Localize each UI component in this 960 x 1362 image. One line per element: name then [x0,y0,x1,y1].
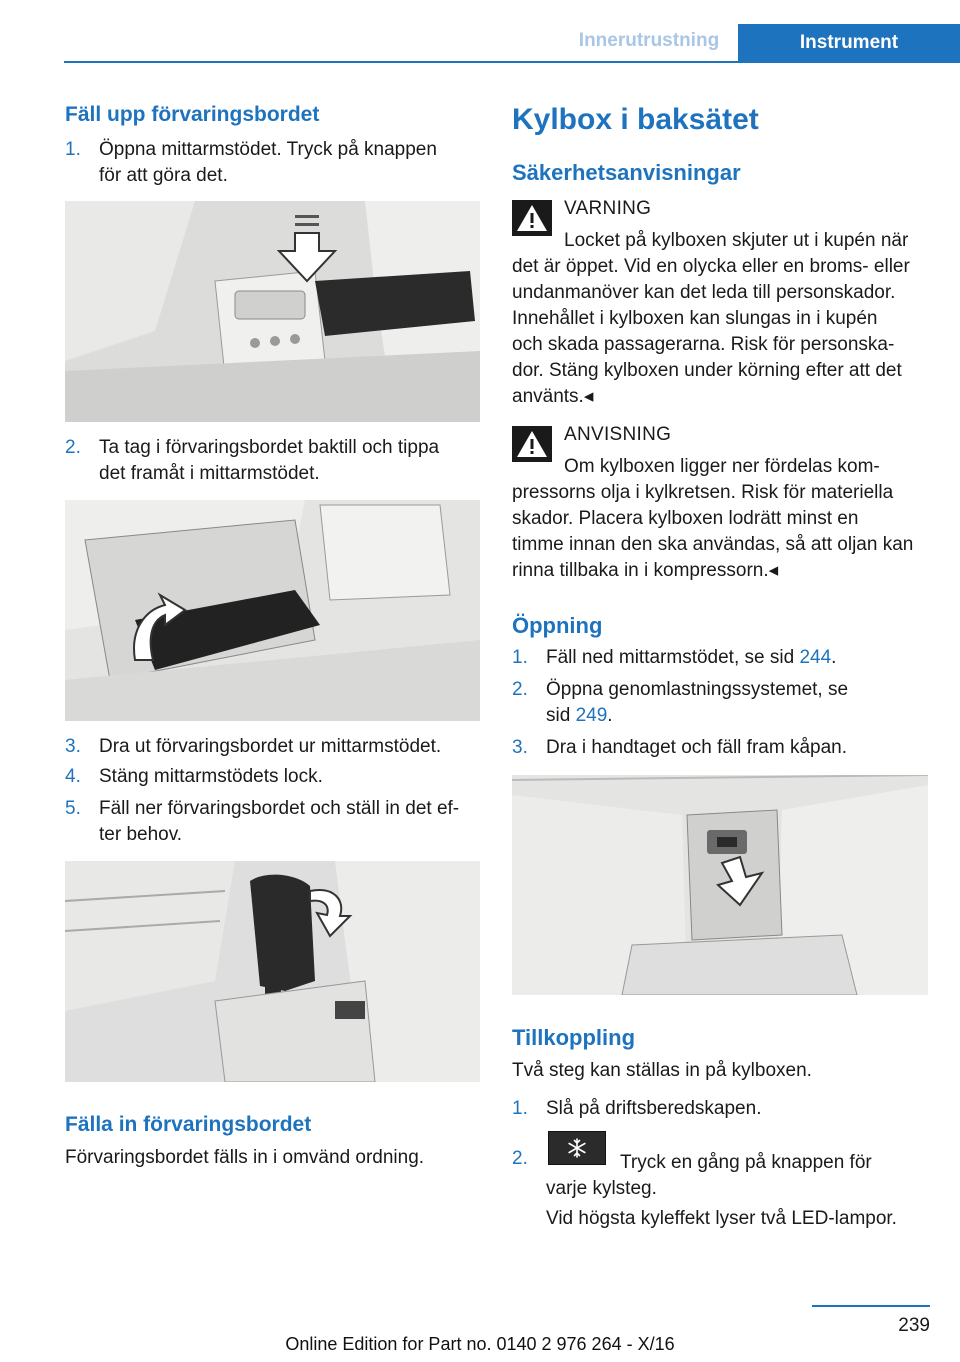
notice-label: ANVISNING [564,424,672,445]
opening-step-2 [512,677,928,729]
step-number: 3. [65,736,81,757]
header-rule [64,61,960,63]
warning-triangle-icon [512,426,552,462]
step-number: 2. [512,1148,528,1169]
step-5 [65,796,480,848]
warning-first-line: Locket på kylboxen skjuter ut i kupén när [564,230,909,251]
warning-label: VARNING [564,198,652,219]
step-text-end: . [607,705,613,726]
notice-line: rinna tillbaka in i kompressorn.◂ [512,560,779,581]
notice-line: skador. Placera kylboxen lodrätt minst en [512,508,859,529]
page-link-249[interactable]: 249 [575,705,608,726]
step-text-line: ter behov. [99,824,183,845]
close-tray-text: Förvaringsbordet fälls in i omvänd ordning. [65,1147,425,1168]
step-text: Fäll ned mittarmstödet, se sid [546,647,800,668]
step-text: sid [546,705,576,726]
step-number: 1. [512,1098,528,1119]
warning-line: använts.◂ [512,386,594,407]
notice-line: pressorns olja i kylkretsen. Risk för materiella [512,482,894,503]
footer-rule [812,1305,930,1307]
tray-tilt-photo [65,500,480,721]
step-text: Dra i handtaget och fäll fram kåpan. [546,737,848,758]
heading-cool-box: Kylbox i baksätet [512,103,759,136]
warning-line: och skada passagerarna. Risk för personska- [512,334,895,355]
notice-line: timme innan den ska användas, så att oljan kan [512,534,914,555]
notice-text [512,480,932,584]
notice-first-line: Om kylboxen ligger ner fördelas kom- [564,456,880,477]
heading-opening: Öppning [512,613,603,638]
opening-step-1 [512,645,928,671]
step-number: 4. [65,766,81,787]
snowflake-icon [566,1137,588,1159]
step-text-line: Dra ut förvaringsbordet ur mittarmstödet. [99,736,442,757]
step-number: 1. [512,647,528,668]
heading-safety: Säkerhetsanvisningar [512,160,741,185]
cool-box-button[interactable] [548,1131,606,1165]
edition-footer: Online Edition for Part no. 0140 2 976 264 - X/16 [285,1334,675,1354]
step-3 [65,734,480,760]
header-chapter-tab: Instrument [738,24,960,62]
step-text-line: för att göra det. [99,165,228,186]
armrest-press-button-photo [65,201,480,422]
warning-text [512,254,932,410]
step-text-line: det framåt i mittarmstödet. [99,463,320,484]
step-text: Slå på driftsberedskapen. [546,1098,762,1119]
opening-step-3 [512,735,928,761]
step-number: 2. [512,679,528,700]
connect-step-2-text2: varje kylsteg. [546,1178,657,1199]
connect-step-2-note: Vid högsta kyleffekt lyser två LED-lampor. [546,1208,897,1229]
step-2 [65,435,480,487]
header-section-label: Innerutrustning [578,30,720,51]
connect-step-2-text: Tryck en gång på knappen för [620,1152,872,1173]
warning-line: Innehållet i kylboxen kan slungas in i kupén [512,308,878,329]
heading-open-tray: Fäll upp förvaringsbordet [65,103,320,126]
connect-text: Två steg kan ställas in på kylboxen. [512,1060,812,1081]
step-number: 2. [65,437,81,458]
page-link-244[interactable]: 244 [799,647,832,668]
heading-connect: Tillkoppling [512,1025,636,1050]
step-number: 5. [65,798,81,819]
warning-line: undanmanöver kan det leda till personskador. [512,282,896,303]
step-number: 1. [65,139,81,160]
step-text-line: Öppna mittarmstödet. Tryck på knappen [99,139,437,160]
page-number: 239 [898,1315,930,1336]
warning-triangle-icon [512,200,552,236]
step-text: Öppna genomlastningssystemet, se [546,679,849,700]
step-text-line: Stäng mittarmstödets lock. [99,766,323,787]
heading-close-tray: Fälla in förvaringsbordet [65,1113,312,1136]
step-text-line: Ta tag i förvaringsbordet baktill och tippa [99,437,440,458]
step-4 [65,764,480,790]
step-text-end: . [831,647,837,668]
step-1 [65,137,480,189]
rear-seat-cool-box-photo [512,775,928,995]
warning-line: det är öppet. Vid en olycka eller en broms- eller [512,256,910,277]
warning-line: dor. Stäng kylboxen under körning efter att det [512,360,902,381]
connect-step-1 [512,1096,928,1122]
step-text-line: Fäll ner förvaringsbordet och ställ in det ef- [99,798,460,819]
step-number: 3. [512,737,528,758]
tray-unfold-photo [65,861,480,1082]
